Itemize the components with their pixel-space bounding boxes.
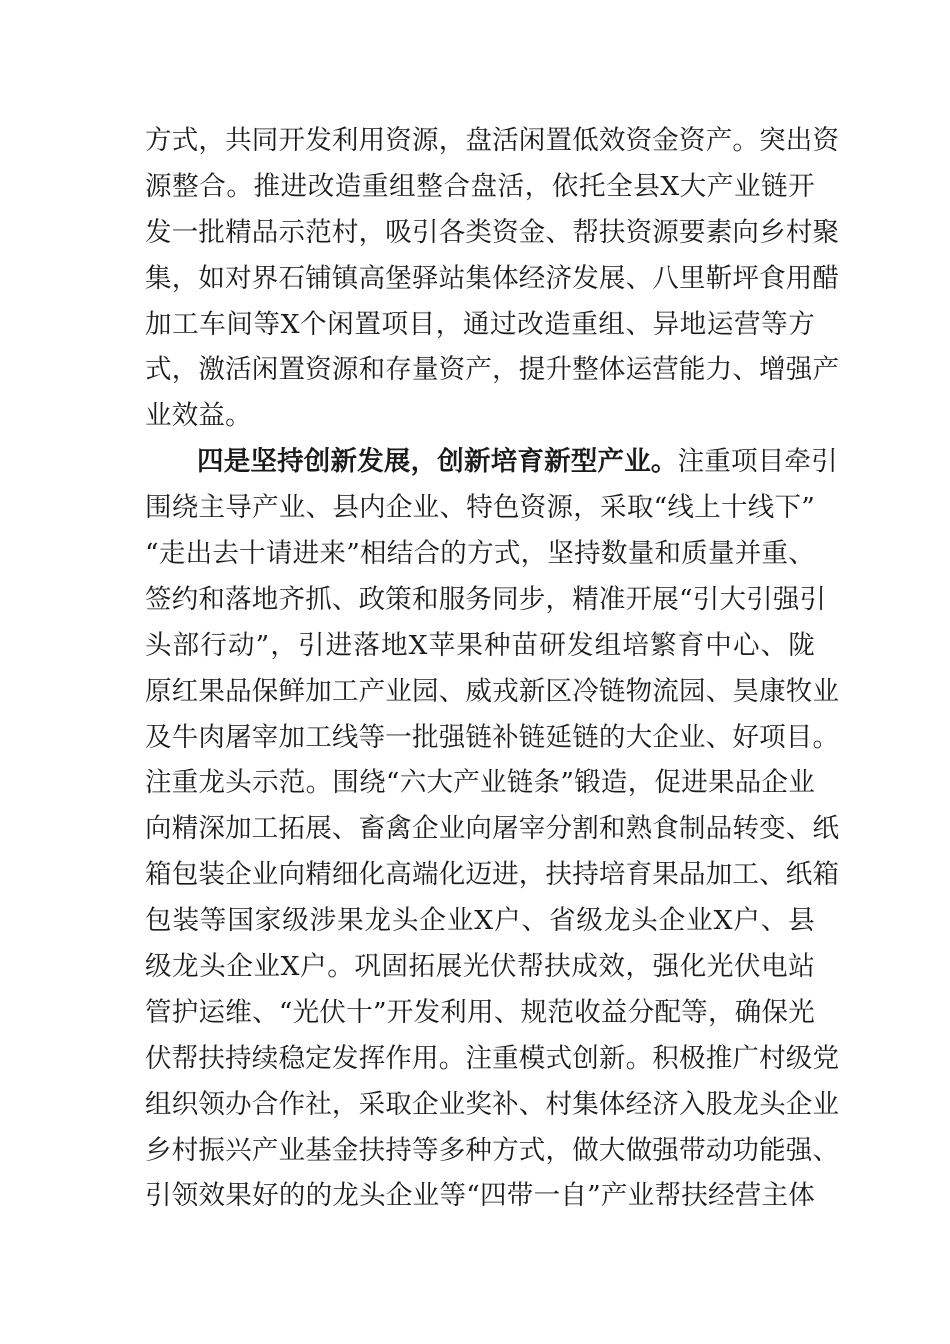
text-line: 围绕主导产业、县内企业、特色资源，采取“线上十线下” xyxy=(145,492,815,524)
paragraph-heading-line xyxy=(145,439,838,485)
text-line: 引领效果好的的龙头企业等“四带一自”产业帮扶经营主体 xyxy=(145,1180,815,1212)
text-line: 组织领办合作社，采取企业奖补、村集体经济入股龙头企业 xyxy=(145,1088,840,1120)
text-line: 及牛肉屠宰加工线等一批强链补链延链的大企业、好项目。 xyxy=(145,721,840,753)
paragraph-heading-rest: 注重项目牵引 xyxy=(677,446,838,478)
text-line: 集，如对界石铺镇高堡驿站集体经济发展、八里靳坪食用醋 xyxy=(145,262,840,294)
paragraph-heading: 四是坚持创新发展，创新培育新型产业。 xyxy=(197,446,678,478)
text-line: 注重龙头示范。围绕“六大产业链条”锻造，促进果品企业 xyxy=(145,767,815,799)
text-line: 管护运维、“光伏十”开发利用、规范收益分配等，确保光 xyxy=(145,996,815,1028)
text-line: “走出去十请进来”相结合的方式，坚持数量和质量并重、 xyxy=(145,538,815,570)
text-line: 签约和落地齐抓、政策和服务同步，精准开展“引大引强引 xyxy=(145,583,827,615)
text-line: 业效益。 xyxy=(145,400,252,432)
text-line: 乡村振兴产业基金扶持等多种方式，做大做强带动功能强、 xyxy=(145,1134,840,1166)
text-line: 式，激活闲置资源和存量资产，提升整体运营能力、增强产 xyxy=(145,354,840,386)
text-line: 头部行动”，引进落地X苹果种苗研发组培繁育中心、陇 xyxy=(145,629,815,661)
text-line: 向精深加工拓展、畜禽企业向屠宰分割和熟食制品转变、纸 xyxy=(145,813,840,845)
text-line: 伏帮扶持续稳定发挥作用。注重模式创新。积极推广村级党 xyxy=(145,1042,840,1074)
text-line: 发一批精品示范村，吸引各类资金、帮扶资源要素向乡村聚 xyxy=(145,216,840,248)
text-line: 方式，共同开发利用资源，盘活闲置低效资金资产。突出资 xyxy=(145,125,840,156)
text-line: 源整合。推进改造重组整合盘活，依托全县X大产业链开 xyxy=(145,170,815,202)
body-text xyxy=(145,118,840,1219)
text-line: 包装等国家级涉果龙头企业X户、省级龙头企业X户、县 xyxy=(145,905,815,937)
text-line: 级龙头企业X户。巩固拓展光伏帮扶成效，强化光伏电站 xyxy=(145,951,815,983)
text-line: 加工车间等X个闲置项目，通过改造重组、异地运营等方 xyxy=(145,308,815,340)
text-line: 箱包装企业向精细化高端化迈进，扶持培育果品加工、纸箱 xyxy=(145,859,840,891)
text-line: 原红果品保鲜加工产业园、威戎新区冷链物流园、昊康牧业 xyxy=(145,675,840,707)
